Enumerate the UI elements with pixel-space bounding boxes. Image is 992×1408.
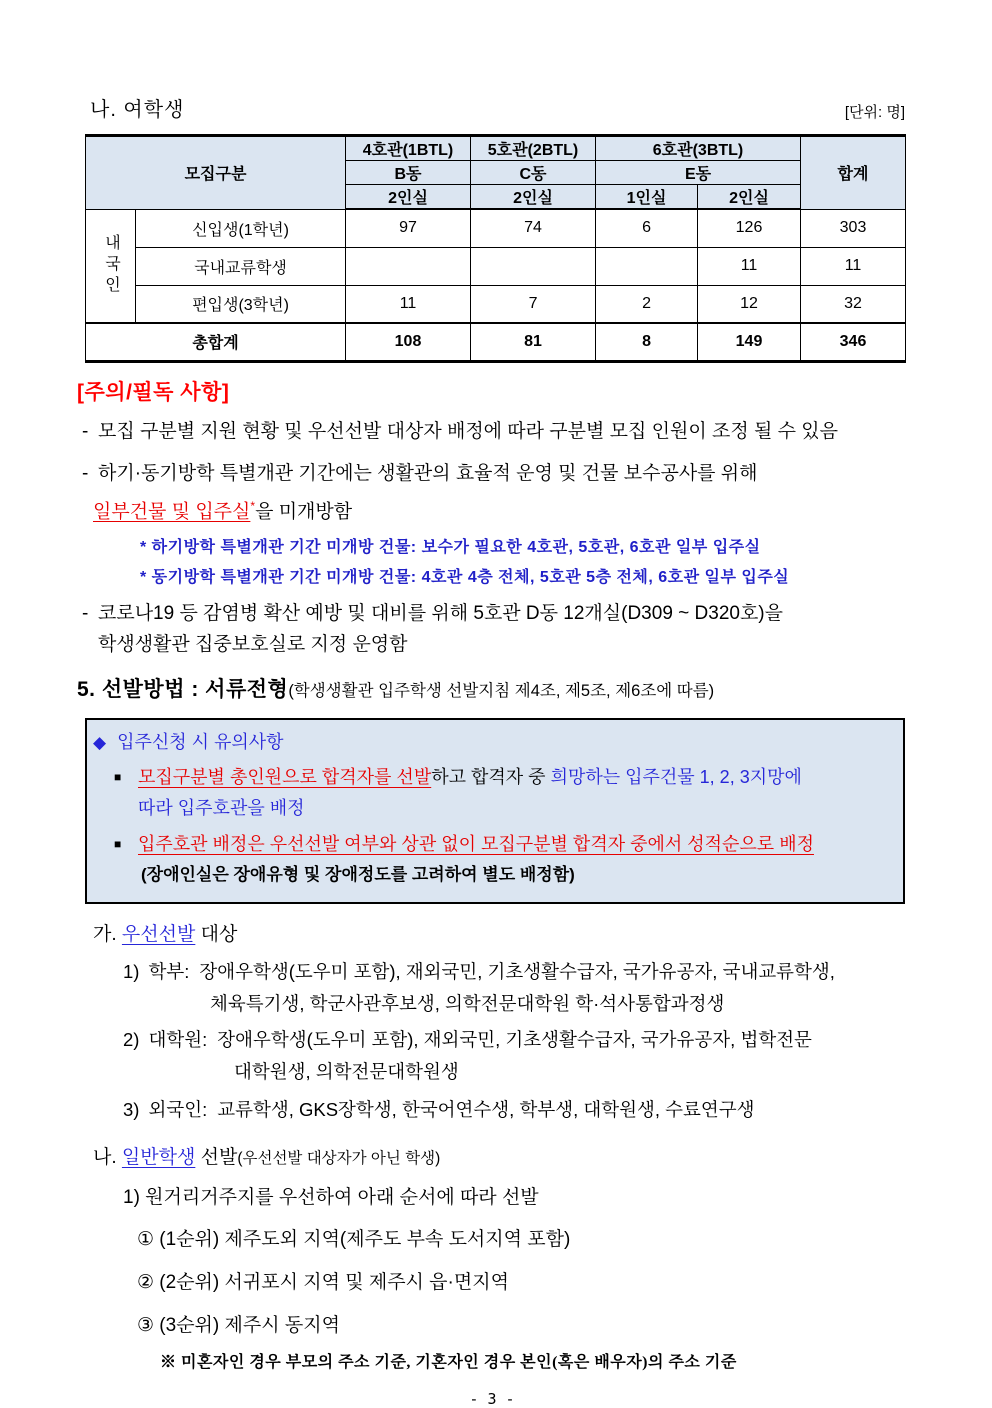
- header-recruit-category: 모집구분: [86, 136, 346, 210]
- general-link: 일반학생: [121, 1146, 196, 1168]
- priority-suffix: 대상: [195, 923, 238, 945]
- rank-3: ③ (3순위) 제주시 동지역: [137, 1314, 340, 1336]
- section-title: 나. 여학생: [90, 99, 185, 121]
- priority-item-2: [123, 1024, 907, 1056]
- box-bullet-1-blue: 희망하는 입주건물 1, 2, 3지망에: [550, 766, 802, 787]
- item-text: 장애우학생(도우미 포함), 재외국민, 기초생활수급자, 국가유공자, 국내교류학생,: [199, 960, 835, 982]
- table-row: [86, 247, 906, 285]
- header-room-b: 2인실: [346, 185, 471, 210]
- total-label: 총합계: [86, 323, 346, 361]
- header-room-e1: 1인실: [596, 185, 698, 210]
- general-prefix: 나.: [93, 1146, 122, 1168]
- application-notice-box: [85, 718, 905, 904]
- box-bullet-1-line2: 따라 입주호관을 배정: [138, 797, 305, 818]
- closed-rooms-highlight: 일부건물 및 입주실: [93, 500, 251, 522]
- item-label: 외국인:: [148, 1098, 208, 1120]
- square-bullet-icon: ■: [114, 836, 122, 851]
- item-number: 2): [123, 1028, 140, 1050]
- cell-value: 12: [698, 285, 801, 323]
- address-criteria-note: ※ 미혼자인 경우 부모의 주소 기준, 기혼자인 경우 본인(혹은 배우자)의 주소 기준: [160, 1353, 737, 1371]
- header-hall5: 5호관(2BTL): [471, 136, 596, 161]
- cell-value: 6: [596, 209, 698, 247]
- winter-closure-note: * 동기방학 특별개관 기간 미개방 건물: 4호관 4층 전체, 5호관 5층 전체, 6호관 일부 입주실: [140, 568, 790, 586]
- general-item-1: 1) 원거리거주지를 우선하여 아래 순서에 따라 선발: [123, 1186, 539, 1208]
- box-heading: 입주신청 시 유의사항: [117, 731, 284, 752]
- notice-item-2-line1: 하기·동기방학 특별개관 기간에는 생활관의 효율적 운영 및 건물 보수공사를 위해: [98, 462, 758, 484]
- rank-2: ② (2순위) 서귀포시 지역 및 제주시 읍·면지역: [137, 1271, 509, 1293]
- notice-item-3: [82, 599, 907, 629]
- total-value: 149: [698, 323, 801, 361]
- cell-value: 7: [471, 285, 596, 323]
- priority-item-1: [123, 956, 907, 988]
- notice-item-2-rest: 을 미개방함: [255, 500, 353, 522]
- item-number: 3): [123, 1098, 140, 1120]
- asterisk-superscript: *: [250, 498, 256, 513]
- item-label: 대학원:: [148, 1028, 208, 1050]
- cell-value: 11: [801, 247, 906, 285]
- cell-value: 97: [346, 209, 471, 247]
- heading-row: [90, 94, 905, 122]
- cell-value: [596, 247, 698, 285]
- cell-value: 11: [346, 285, 471, 323]
- priority-item-3: [123, 1094, 907, 1126]
- total-value: 346: [801, 323, 906, 361]
- item-label: 학부:: [148, 960, 190, 982]
- header-hall4: 4호관(1BTL): [346, 136, 471, 161]
- page-number: - 3 -: [469, 1389, 515, 1408]
- cell-value: 11: [698, 247, 801, 285]
- dash-bullet: -: [82, 462, 89, 484]
- recruitment-table: [85, 134, 906, 363]
- priority-prefix: 가.: [93, 923, 122, 945]
- square-bullet-icon: ■: [114, 769, 122, 784]
- header-total: 합계: [801, 136, 906, 210]
- total-value: 81: [471, 323, 596, 361]
- box-bullet-1-line1: [138, 762, 802, 793]
- notice-item-2: [82, 459, 907, 489]
- dash-bullet: -: [82, 420, 89, 442]
- notice-item-3-line1: 코로나19 등 감염병 확산 예방 및 대비를 위해 5호관 D동 12개실(D309 ~ D320호)을: [98, 602, 783, 624]
- assignment-rule-highlight: 입주호관 배정은 우선선발 여부와 상관 없이 모집구분별 합격자 중에서 성적순으로 배정: [138, 833, 814, 854]
- cell-value: 74: [471, 209, 596, 247]
- row-label: 편입생(3학년): [136, 285, 346, 323]
- item-number: 1): [123, 960, 140, 982]
- general-heading: [93, 1142, 907, 1175]
- cell-value: 2: [596, 285, 698, 323]
- table-total-row: [86, 323, 906, 361]
- dash-bullet: -: [82, 602, 89, 624]
- box-bullet-2-content: [138, 829, 814, 890]
- priority-heading: [93, 920, 907, 950]
- notice-item-2-line2: [93, 489, 907, 529]
- header-dong-c: C동: [471, 161, 596, 185]
- diamond-bullet-icon: ◆: [93, 732, 107, 752]
- header-hall6: 6호관(3BTL): [596, 136, 801, 161]
- priority-item-1-cont: 체육특기생, 학군사관후보생, 의학전문대학원 학·석사통합과정생: [210, 992, 725, 1014]
- section-5-note: (학생생활관 입주학생 선발지침 제4조, 제5조, 제6조에 따름): [288, 681, 715, 700]
- summer-closure-note: * 하기방학 특별개관 기간 미개방 건물: 보수가 필요한 4호관, 5호관, 6호관 일부 입주실: [140, 538, 761, 556]
- group-label: 내국인: [102, 234, 120, 298]
- section-5-title: 5. 선발방법 : 서류전형: [77, 677, 289, 701]
- group-cell: [86, 209, 136, 323]
- disability-room-note: (장애인실은 장애유형 및 장애정도를 고려하여 별도 배정함): [141, 864, 575, 884]
- table-row: [86, 209, 906, 247]
- section-5-heading: [77, 672, 907, 710]
- item-text: 장애우학생(도우미 포함), 재외국민, 기초생활수급자, 국가유공자, 법학전문: [217, 1028, 812, 1050]
- cell-value: 32: [801, 285, 906, 323]
- box-bullet-2: [114, 829, 893, 890]
- item-text: 교류학생, GKS장학생, 한국어연수생, 학부생, 대학원생, 수료연구생: [217, 1098, 755, 1120]
- header-dong-b: B동: [346, 161, 471, 185]
- cell-value: 303: [801, 209, 906, 247]
- cell-value: 126: [698, 209, 801, 247]
- row-label: 신입생(1학년): [136, 209, 346, 247]
- notice-item-1-text: 모집 구분별 지원 현황 및 우선선발 대상자 배정에 따라 구분별 모집 인원이 조정 될 수 있음: [98, 420, 838, 442]
- priority-item-2-cont: 대학원생, 의학전문대학원생: [234, 1060, 459, 1082]
- box-bullet-1-content: [138, 762, 802, 824]
- table-header-row-1: [86, 136, 906, 161]
- general-mid: 선발: [195, 1146, 238, 1168]
- row-label: 국내교류학생: [136, 247, 346, 285]
- header-room-e2: 2인실: [698, 185, 801, 210]
- notice-item-3-line2: 학생생활관 집중보호실로 지정 운영함: [98, 633, 408, 655]
- notice-item-1: [82, 417, 907, 447]
- selection-rule-highlight: 모집구분별 총인원으로 합격자를 선발: [138, 766, 432, 787]
- general-note: (우선선발 대상자가 아닌 학생): [237, 1149, 441, 1167]
- cell-value: [471, 247, 596, 285]
- table-row: [86, 285, 906, 323]
- box-heading-line: [93, 728, 893, 757]
- priority-link: 우선선발: [121, 923, 196, 945]
- rank-1: ① (1순위) 제주도외 지역(제주도 부속 도서지역 포함): [137, 1228, 571, 1250]
- caution-title: [주의/필독 사항]: [77, 380, 230, 404]
- total-value: 108: [346, 323, 471, 361]
- box-bullet-1: [114, 762, 893, 824]
- cell-value: [346, 247, 471, 285]
- unit-label: [단위: 명]: [844, 104, 905, 121]
- header-dong-e: E동: [596, 161, 801, 185]
- header-room-c: 2인실: [471, 185, 596, 210]
- total-value: 8: [596, 323, 698, 361]
- box-bullet-1-black: 하고 합격자 중: [431, 766, 551, 787]
